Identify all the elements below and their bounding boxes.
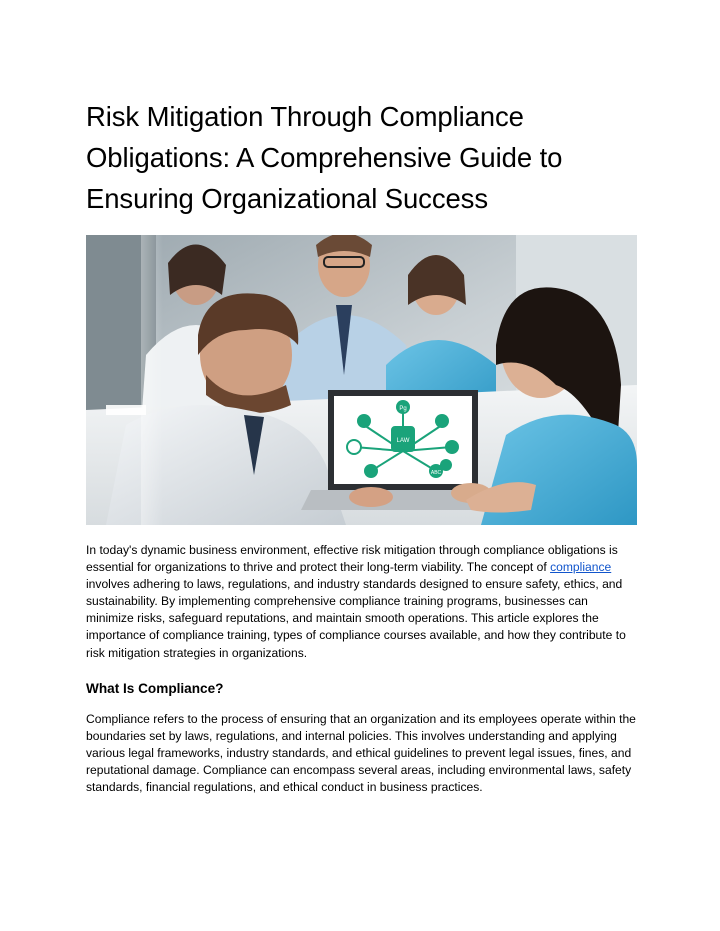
laptop-screen-center-label: LAW — [396, 438, 410, 444]
intro-text-after-link: involves adhering to laws, regulations, and industry standards designed to ensure safety, ethics, and sustainability. By implementing comprehensive compliance training programs, businesses can minimize risks, safeguard reputations, and maintain smooth operations. This article explores the importance of compliance training, types of compliance courses available, and how they contribute to risk mitigation strategies in organizations. — [86, 577, 626, 660]
compliance-link[interactable]: compliance — [550, 560, 612, 575]
hero-image — [86, 235, 637, 525]
intro-paragraph — [86, 542, 638, 662]
laptop-screen-top-label: Pg — [399, 406, 407, 412]
section-heading: What Is Compliance? — [86, 681, 224, 696]
laptop-screen-abc-label: ABC — [430, 470, 442, 476]
intro-text-before-link: In today's dynamic business environment, effective risk mitigation through compliance obligations is essential for organizations to thrive and protect their long-term viability. The concept of — [86, 543, 618, 575]
section-paragraph: Compliance refers to the process of ensuring that an organization and its employees operate within the boundaries set by laws, regulations, and internal policies. This involves understanding and applying various legal frameworks, industry standards, and ethical guidelines to prevent legal issues, fines, and reputational damage. Compliance can encompass several areas, including environmental laws, safety standards, financial regulations, and ethical conduct in business practices. — [86, 712, 636, 795]
article-title: Risk Mitigation Through Compliance Obligations: A Comprehensive Guide to Ensuring Organizational Success — [86, 101, 563, 214]
